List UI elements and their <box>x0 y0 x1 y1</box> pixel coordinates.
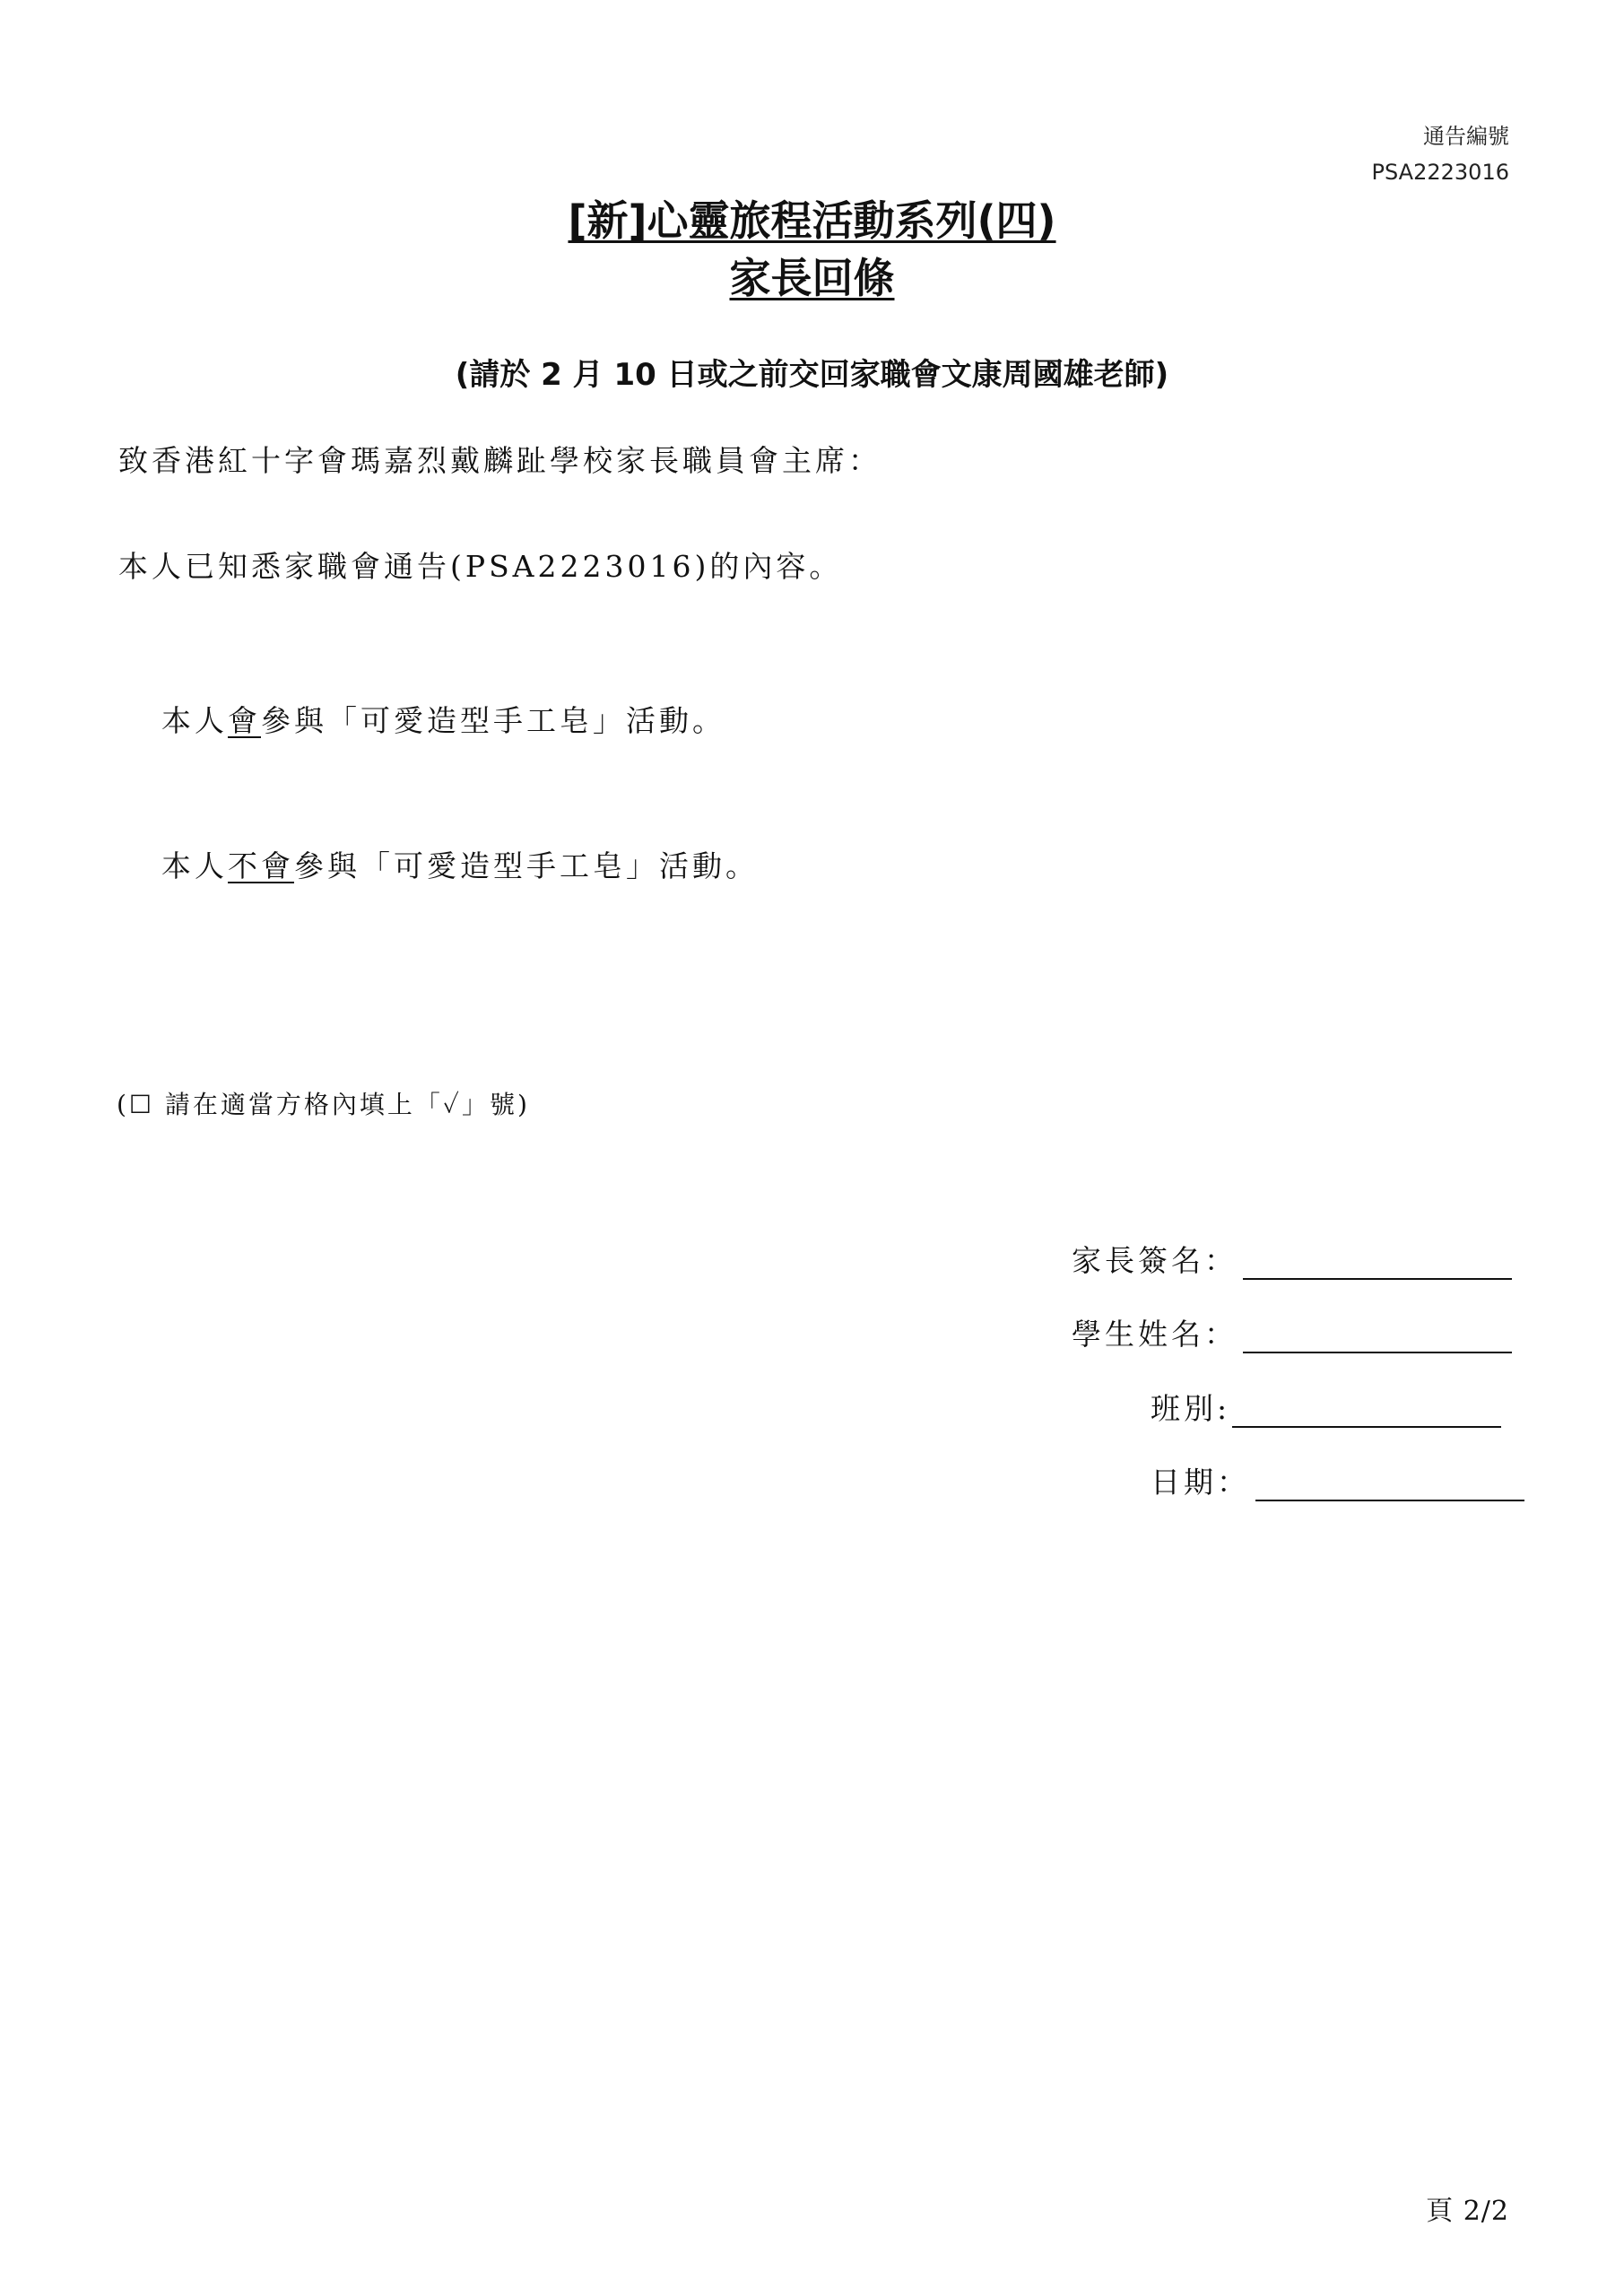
class-label: 班別: <box>1151 1391 1231 1426</box>
parent-signature-label: 家長簽名： <box>1072 1243 1238 1278</box>
document-title-line1: [新]心靈旅程活動系列(四) <box>568 196 1056 245</box>
student-name-label: 學生姓名： <box>1072 1317 1238 1352</box>
option-not-attend[interactable] <box>161 843 759 885</box>
document-subtitle <box>0 253 1624 303</box>
date-row <box>1151 1459 1524 1501</box>
notice-number: PSA2223016 <box>1371 160 1509 185</box>
document-title-line2: 家長回條 <box>729 254 895 302</box>
notice-number-label: 通告編號 <box>1423 124 1509 149</box>
parent-signature-line[interactable] <box>1243 1248 1512 1280</box>
student-name-line[interactable] <box>1243 1321 1512 1353</box>
page-number: 頁 2/2 <box>1426 2196 1509 2227</box>
date-line[interactable] <box>1255 1469 1524 1501</box>
parent-signature-row <box>1072 1238 1512 1280</box>
option-attend-keyword: 會 <box>228 703 261 738</box>
student-name-row <box>1072 1311 1512 1353</box>
acknowledgement: 本人已知悉家職會通告(PSA2223016)的內容。 <box>118 549 843 584</box>
class-line[interactable] <box>1232 1396 1501 1428</box>
option-attend-suffix: 參與「可愛造型手工皂」活動。 <box>261 703 725 738</box>
return-deadline: (請於 2 月 10 日或之前交回家職會文康周國雄老師) <box>455 357 1169 393</box>
salutation: 致香港紅十字會瑪嘉烈戴麟趾學校家長職員會主席： <box>118 443 881 478</box>
checkbox-instruction-note: (☐ 請在適當方格內填上「✓」號) <box>117 1090 530 1119</box>
option-not-attend-suffix: 參與「可愛造型手工皂」活動。 <box>294 848 759 883</box>
option-attend[interactable] <box>161 698 725 740</box>
option-not-attend-keyword: 不會 <box>228 848 294 883</box>
option-attend-prefix: 本人 <box>161 703 228 738</box>
class-row <box>1151 1386 1501 1428</box>
document-title <box>0 196 1624 246</box>
option-not-attend-prefix: 本人 <box>161 848 228 883</box>
date-label: 日期： <box>1151 1465 1250 1500</box>
